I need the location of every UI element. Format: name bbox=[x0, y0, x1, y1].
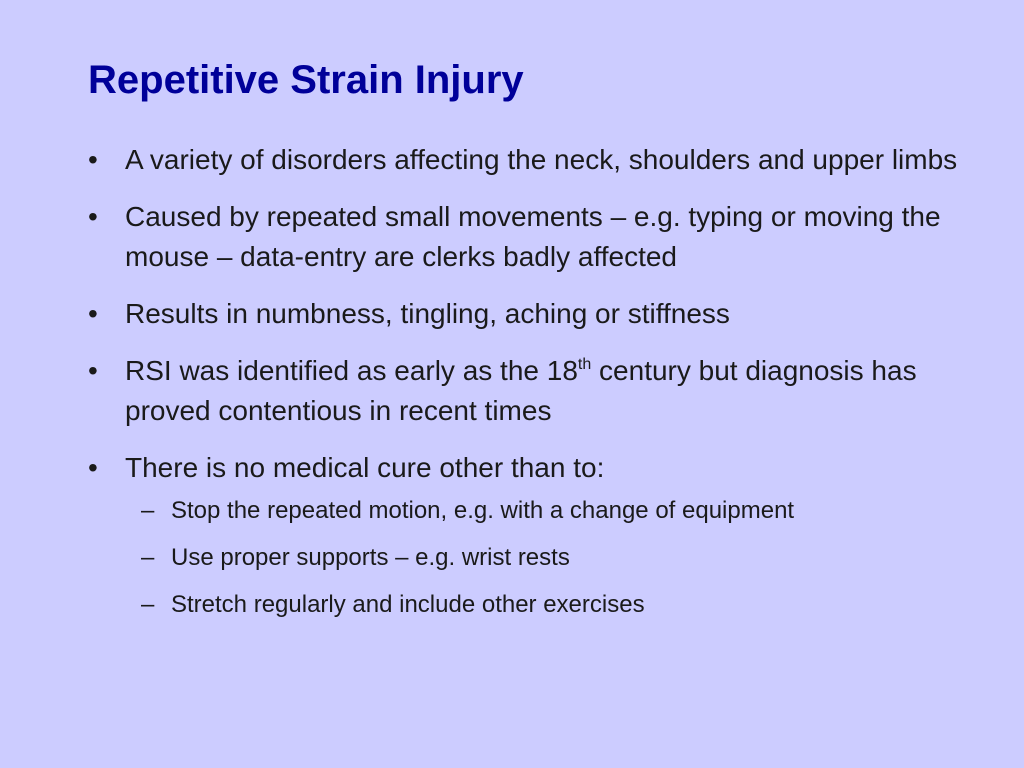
bullet-text: RSI was identified as early as the 18 bbox=[125, 355, 578, 386]
ordinal-superscript: th bbox=[577, 356, 592, 373]
sub-bullet-list bbox=[125, 492, 988, 623]
sub-bullet-item: – Use proper supports – e.g. wrist rests bbox=[125, 539, 988, 576]
bullet-item: • Caused by repeated small movements – e.g. typing or moving the mouse – data-entry are clerks badly affected bbox=[88, 197, 988, 277]
bullet-text: century but diagnosis has proved contentious in recent times bbox=[125, 355, 917, 426]
bullet-item bbox=[88, 448, 988, 623]
sub-bullet-item: – Stretch regularly and include other exercises bbox=[125, 586, 988, 623]
slide-title: Repetitive Strain Injury bbox=[88, 58, 524, 102]
bullet-list bbox=[88, 140, 988, 640]
sub-bullet-item: – Stop the repeated motion, e.g. with a change of equipment bbox=[125, 492, 988, 529]
bullet-item: • A variety of disorders affecting the neck, shoulders and upper limbs bbox=[88, 140, 988, 180]
bullet-item: • Results in numbness, tingling, aching or stiffness bbox=[88, 294, 988, 334]
bullet-item bbox=[88, 351, 988, 431]
bullet-text: There is no medical cure other than to: bbox=[125, 452, 605, 483]
